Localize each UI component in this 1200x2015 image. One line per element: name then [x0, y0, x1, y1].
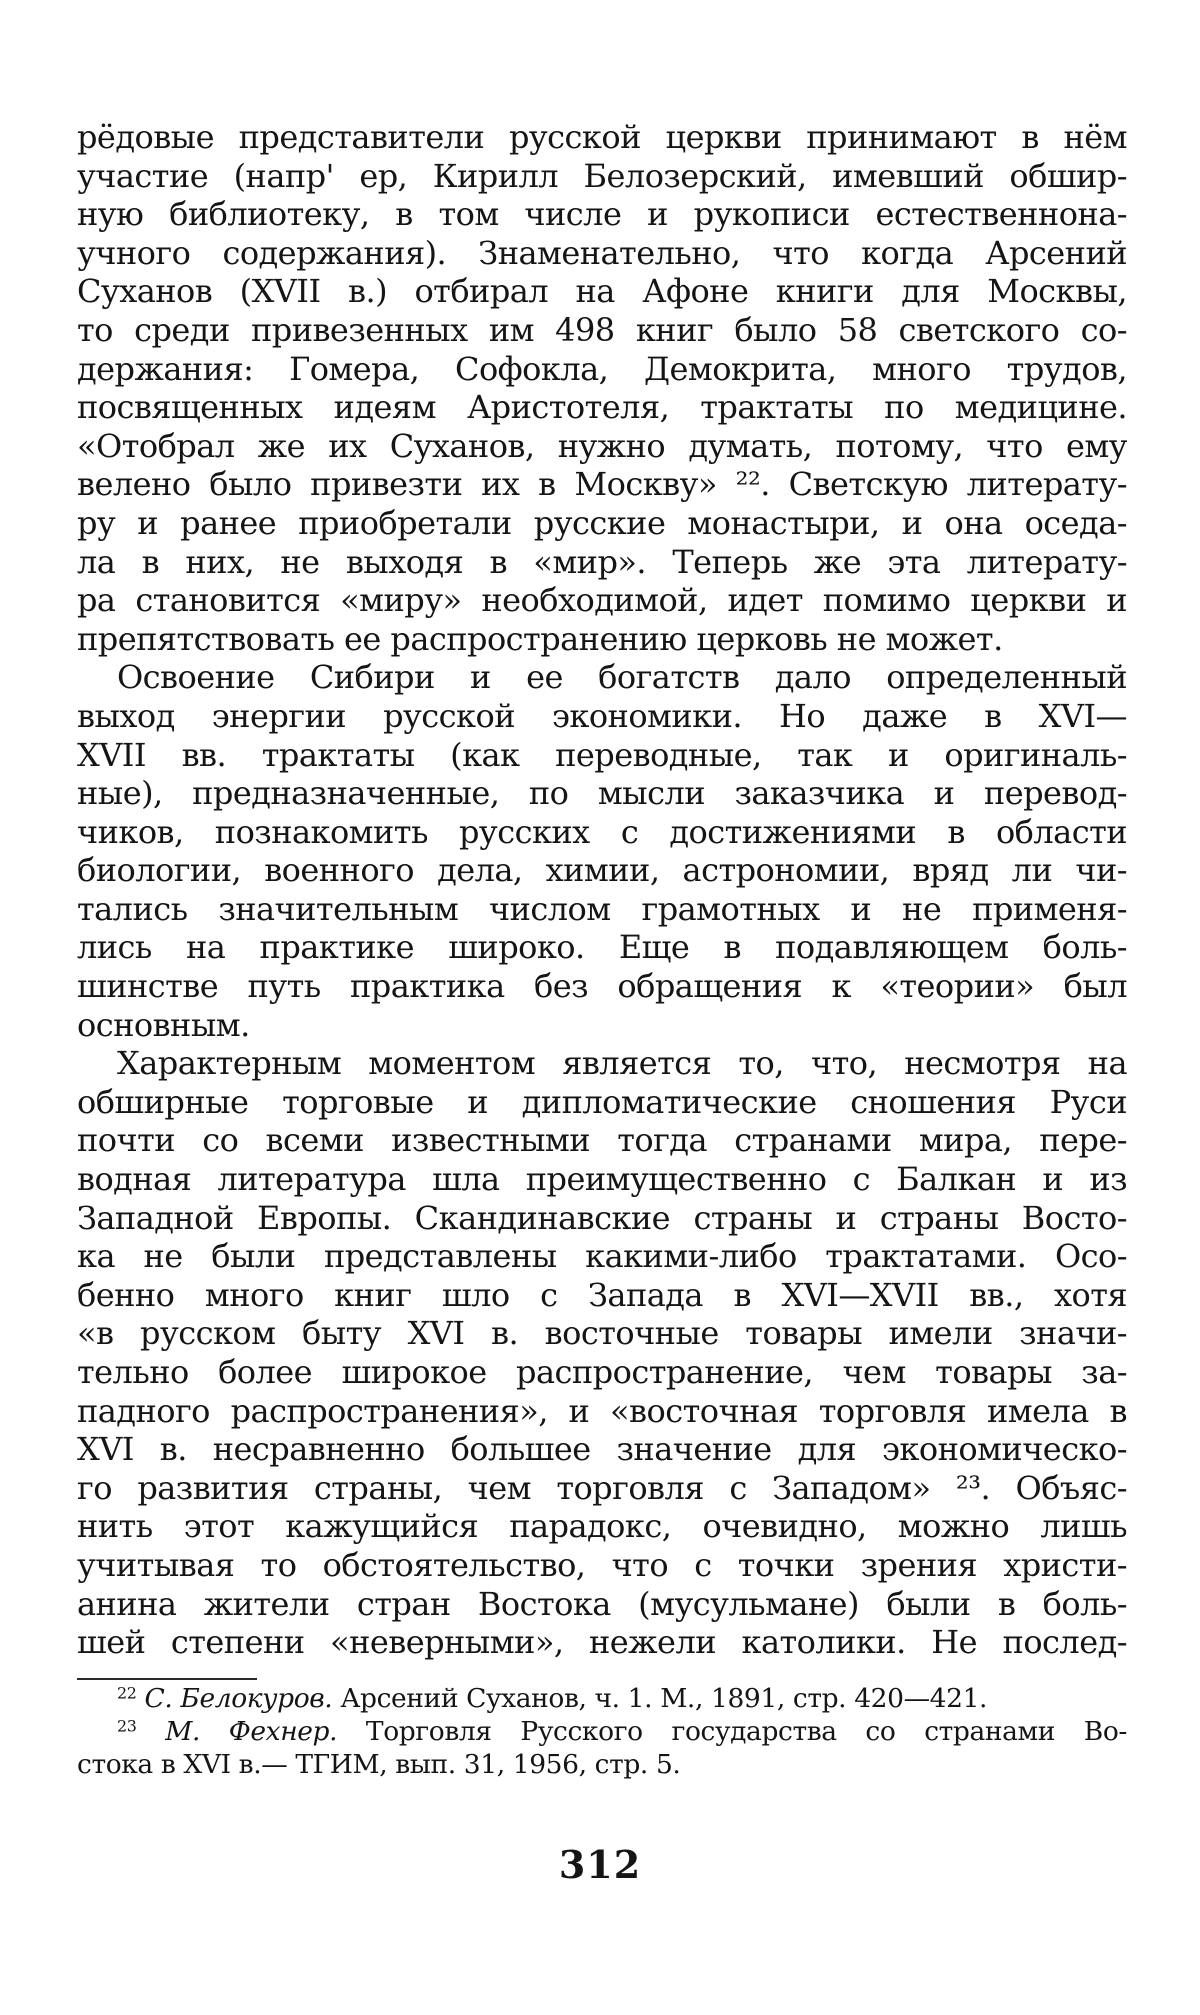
footnote-text: Арсений Суханов, ч. 1. М., 1891, стр. 420—421.	[332, 1682, 988, 1714]
text-line: анина жители стран Востока (мусульмане) были в боль-	[77, 1584, 1127, 1623]
text-line: шей степени «неверными», нежели католики. Не послед-	[77, 1623, 1127, 1662]
text-line: тались значительным числом грамотных и не применя-	[77, 889, 1127, 928]
text-line: XVII вв. трактаты (как переводные, так и оригиналь-	[77, 735, 1127, 774]
text-line: «в русском быту XVI в. восточные товары имели значи-	[77, 1314, 1127, 1353]
footnote-22	[77, 1682, 1127, 1715]
footnote-divider	[77, 1678, 257, 1680]
text-line: основным.	[77, 1005, 250, 1044]
text-line: почти со всеми известными тогда странами мира, пере-	[77, 1121, 1127, 1160]
footnote-marker: 22	[117, 1683, 137, 1703]
text-line: учного содержания). Знаменательно, что когда Арсений	[77, 233, 1127, 272]
text-line: Освоение Сибири и ее богатств дало определенный	[117, 658, 1127, 697]
text-line: ра становится «миру» необходимой, идет помимо церкви и	[77, 581, 1127, 620]
text-line: водная литература шла преимущественно с Балкан и из	[77, 1160, 1127, 1199]
text-line: участие (напр' ер, Кирилл Белозерский, имевший обшир-	[77, 156, 1127, 195]
text-line: держания: Гомера, Софокла, Демокрита, много трудов,	[77, 349, 1127, 388]
footnote-text: Торговля Русского государства со странами Во-	[337, 1715, 1127, 1747]
text-line: бенно много книг шло с Запада в XVI—XVII вв., хотя	[77, 1275, 1127, 1314]
text-line: лись на практике широко. Еще в подавляющем боль-	[77, 928, 1127, 967]
text-line: го развития страны, чем торговля с Западом» ²³. Объяс-	[77, 1468, 1127, 1507]
paragraph-2	[77, 658, 1127, 1044]
text-line: рёдовые представители русской церкви принимают в нём	[77, 118, 1127, 156]
text-line: биологии, военного дела, химии, астрономии, вряд ли чи-	[77, 851, 1127, 890]
text-line: ные), предназначенные, по мысли заказчика и перевод-	[77, 774, 1127, 813]
text-line: велено было привезти их в Москву» ²². Светскую литерату-	[77, 465, 1127, 504]
text-line: ла в них, не выходя в «мир». Теперь же эта литерату-	[77, 542, 1127, 581]
text-line: выход энергии русской экономики. Но даже в XVI—	[77, 696, 1127, 735]
text-line: падного распространения», и «восточная торговля имела в	[77, 1391, 1127, 1430]
text-line: Суханов (XVII в.) отбирал на Афоне книги для Москвы,	[77, 272, 1127, 311]
text-line: учитывая то обстоятельство, что с точки зрения христи-	[77, 1545, 1127, 1584]
text-line: чиков, познакомить русских с достижениями в области	[77, 812, 1127, 851]
text-line: нить этот кажущийся парадокс, очевидно, можно лишь	[77, 1507, 1127, 1546]
text-line: ру и ранее приобретали русские монастыри, и она оседа-	[77, 503, 1127, 542]
text-line: XVI в. несравненно большее значение для экономическо-	[77, 1430, 1127, 1469]
text-line: шинстве путь практика без обращения к «теории» был	[77, 967, 1127, 1006]
footnote-23	[77, 1715, 1127, 1748]
text-line: ную библиотеку, в том числе и рукописи естественнона-	[77, 195, 1127, 234]
text-line: то среди привезенных им 498 книг было 58 светского со-	[77, 310, 1127, 349]
page-number: 312	[558, 1842, 642, 1887]
paragraph-1	[77, 118, 1127, 658]
text-line: ка не были представлены какими-либо трактатами. Осо-	[77, 1237, 1127, 1276]
footnotes	[77, 1682, 1127, 1781]
footnote-23-continuation: стока в XVI в.— ТГИМ, вып. 31, 1956, стр. 5.	[77, 1748, 681, 1780]
text-line: тельно более широкое распространение, чем товары за-	[77, 1353, 1127, 1391]
footnote-author: М. Фехнер.	[165, 1715, 338, 1747]
text-line: препятствовать ее распространению церковь не может.	[77, 619, 1003, 658]
text-line: Характерным моментом является то, что, несмотря на	[117, 1044, 1127, 1083]
page-text-block	[77, 118, 1127, 1781]
text-line: «Отобрал же их Суханов, нужно думать, потому, что ему	[77, 426, 1127, 465]
footnote-marker: 23	[117, 1716, 137, 1736]
text-line: Западной Европы. Скандинавские страны и страны Восто-	[77, 1198, 1127, 1237]
paragraph-3	[77, 1044, 1127, 1662]
footnote-author: С. Белокуров.	[144, 1682, 333, 1714]
text-line: обширные торговые и дипломатические сношения Руси	[77, 1082, 1127, 1121]
text-line: посвященных идеям Аристотеля, трактаты по медицине.	[77, 388, 1127, 427]
